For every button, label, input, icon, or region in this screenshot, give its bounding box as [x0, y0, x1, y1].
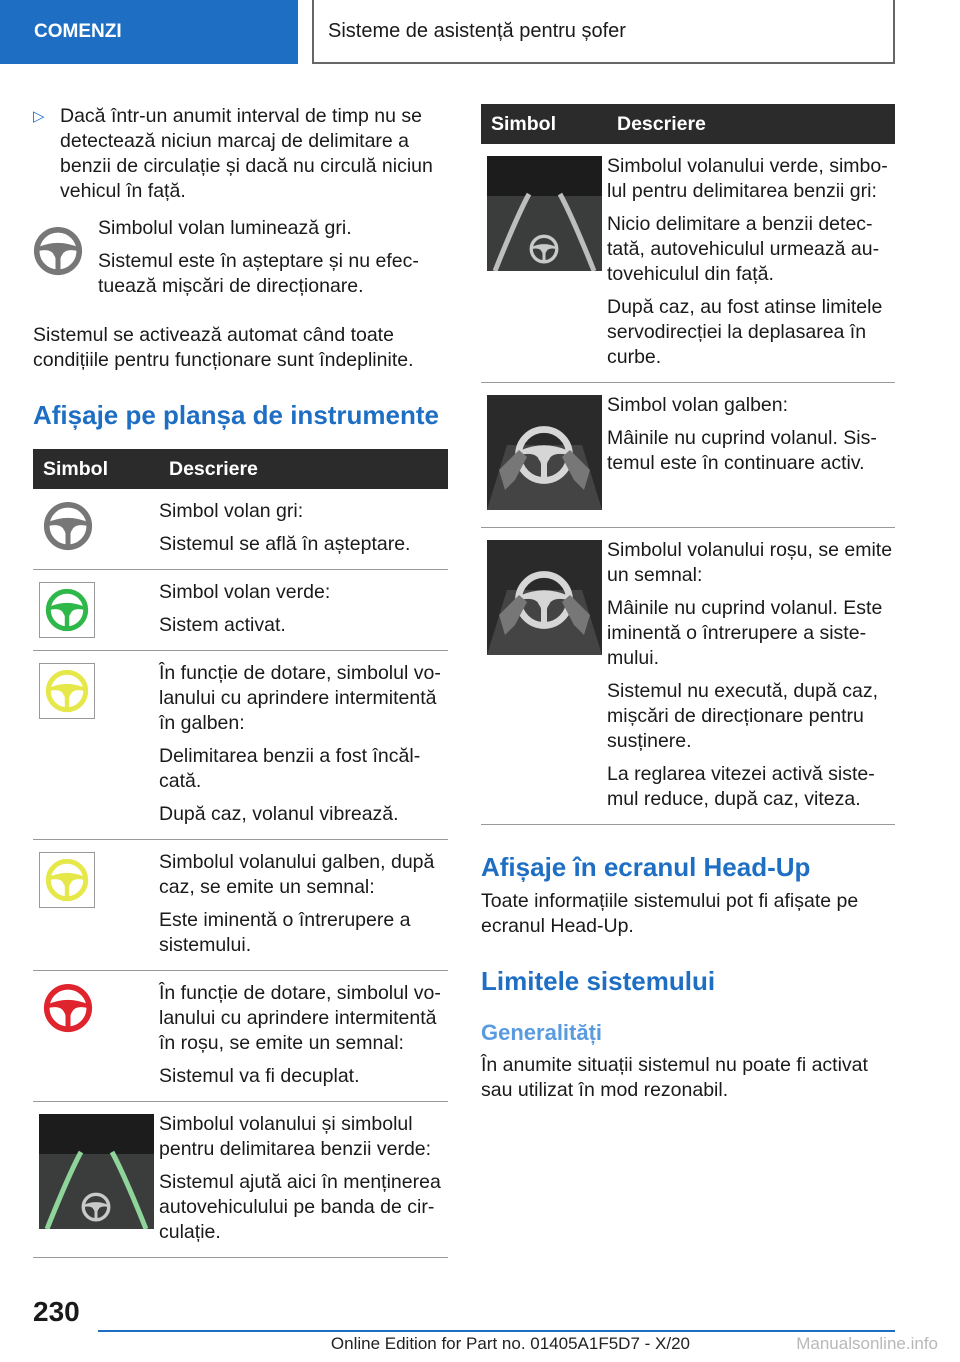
column-header: Simbol [481, 104, 607, 144]
row-text: După caz, au fost atinse limitele servodirecției la deplasarea în curbe. [607, 296, 883, 368]
row-text: Simbolul volanului și simbolul pentru delimitarea benzii verde: [159, 1113, 432, 1160]
row-text: În funcție de dotare, simbolul volanului cu aprindere intermitentă în roșu, se emite un semnal: [159, 982, 441, 1054]
row-text: Sistemul se află în așteptare. [159, 533, 411, 555]
table-row [33, 651, 448, 840]
row-text: După caz, volanul vibrează. [159, 803, 399, 825]
steering-wheel-yellow-icon [39, 663, 95, 719]
section-heading: Limitele sistemului [481, 966, 716, 996]
bullet-text: Dacă într-un anumit interval de timp nu se detectează niciun marcaj de delimitare a benzii de circulație și dacă nu circulă niciun vehicul în față. [60, 105, 433, 202]
row-text: În funcție de dotare, simbolul volanului cu aprindere intermitentă în galben: [159, 662, 441, 734]
note-line: Sistemul este în așteptare și nu efectuează mișcări de direcționare. [98, 250, 419, 297]
row-text: Delimitarea benzii a fost încălcată. [159, 745, 421, 792]
row-text: La reglarea vitezei activă sistemul reduce, după caz, viteza. [607, 763, 875, 810]
row-text: Mâinile nu cuprind volanul. Sistemul este în continuare activ. [607, 427, 877, 474]
section-heading: Afișaje în ecranul Head-Up [481, 852, 811, 882]
paragraph: În anumite situații sistemul nu poate fi activat sau utilizat în mod rezonabil. [481, 1054, 868, 1101]
row-text: Nicio delimitare a benzii detectată, autovehiculul urmează autovehiculul din față. [607, 213, 880, 285]
paragraph: Sistemul se activează automat când toate condițiile pentru funcționare sunt îndeplinite. [33, 324, 414, 371]
table-row [33, 489, 448, 570]
row-text: Simbol volan verde: [159, 581, 331, 603]
page-title: Sisteme de asistență pentru șofer [312, 0, 895, 64]
triangle-bullet-icon: ▷ [33, 108, 45, 125]
bullet-item [33, 104, 448, 204]
symbol-table [33, 449, 448, 1258]
column-header: Descriere [159, 449, 448, 489]
footer-divider [98, 1330, 895, 1332]
left-column [33, 104, 448, 1258]
column-header: Simbol [33, 449, 159, 489]
row-text: Simbol volan gri: [159, 500, 304, 522]
right-column [481, 104, 895, 1103]
row-text: Sistemul nu execută, după caz, mișcări de direcționare pentru susținere. [607, 680, 878, 752]
paragraph: Toate informațiile sistemului pot fi afișate pe ecranul Head-Up. [481, 890, 859, 937]
hands-on-wheel-yellow-icon [487, 395, 602, 510]
table-row [481, 528, 895, 825]
table-row [481, 144, 895, 383]
steering-wheel-gray-icon [33, 216, 98, 281]
row-text: Sistem activat. [159, 614, 286, 636]
status-note [33, 216, 448, 307]
edition-text: Online Edition for Part no. 01405A1F5D7 - X/20 [330, 1334, 690, 1353]
table-row [33, 971, 448, 1102]
table-row [33, 570, 448, 651]
watermark: Manualsonline.info [796, 1334, 938, 1353]
steering-wheel-gray-icon [39, 501, 159, 556]
row-text: Simbolul volanului galben, după caz, se emite un semnal: [159, 851, 435, 898]
subsection-heading: Generalități [481, 1020, 603, 1045]
table-row [33, 840, 448, 971]
steering-wheel-yellow-icon [39, 852, 95, 908]
row-text: Simbolul volanului verde, simbolul pentru delimitarea benzii gri: [607, 155, 888, 202]
lane-display-icon [39, 1114, 154, 1229]
steering-wheel-green-icon [39, 582, 95, 638]
row-text: Simbolul volanului roșu, se emite un semnal: [607, 539, 893, 586]
table-row [33, 1102, 448, 1258]
row-text: Simbol volan galben: [607, 394, 789, 416]
section-tab[interactable]: COMENZI [0, 0, 298, 64]
table-row [481, 383, 895, 528]
steering-wheel-red-icon [39, 983, 159, 1038]
row-text: Este iminentă o întrerupere a sistemului. [159, 909, 411, 956]
row-text: Mâinile nu cuprind volanul. Este iminentă o întrerupere a sistemului. [607, 597, 883, 669]
row-text: Sistemul va fi decuplat. [159, 1065, 360, 1087]
symbol-table [481, 104, 895, 825]
page-number: 230 [33, 1296, 80, 1327]
row-text: Sistemul ajută aici în menținerea autovehiculului pe banda de circulație. [159, 1171, 441, 1243]
hands-on-wheel-red-icon [487, 540, 602, 655]
section-heading: Afișaje pe planșa de instrumente [33, 400, 440, 430]
column-header: Descriere [607, 104, 895, 144]
lane-display-gray-icon [487, 156, 602, 271]
note-line: Simbolul volan luminează gri. [98, 217, 352, 239]
